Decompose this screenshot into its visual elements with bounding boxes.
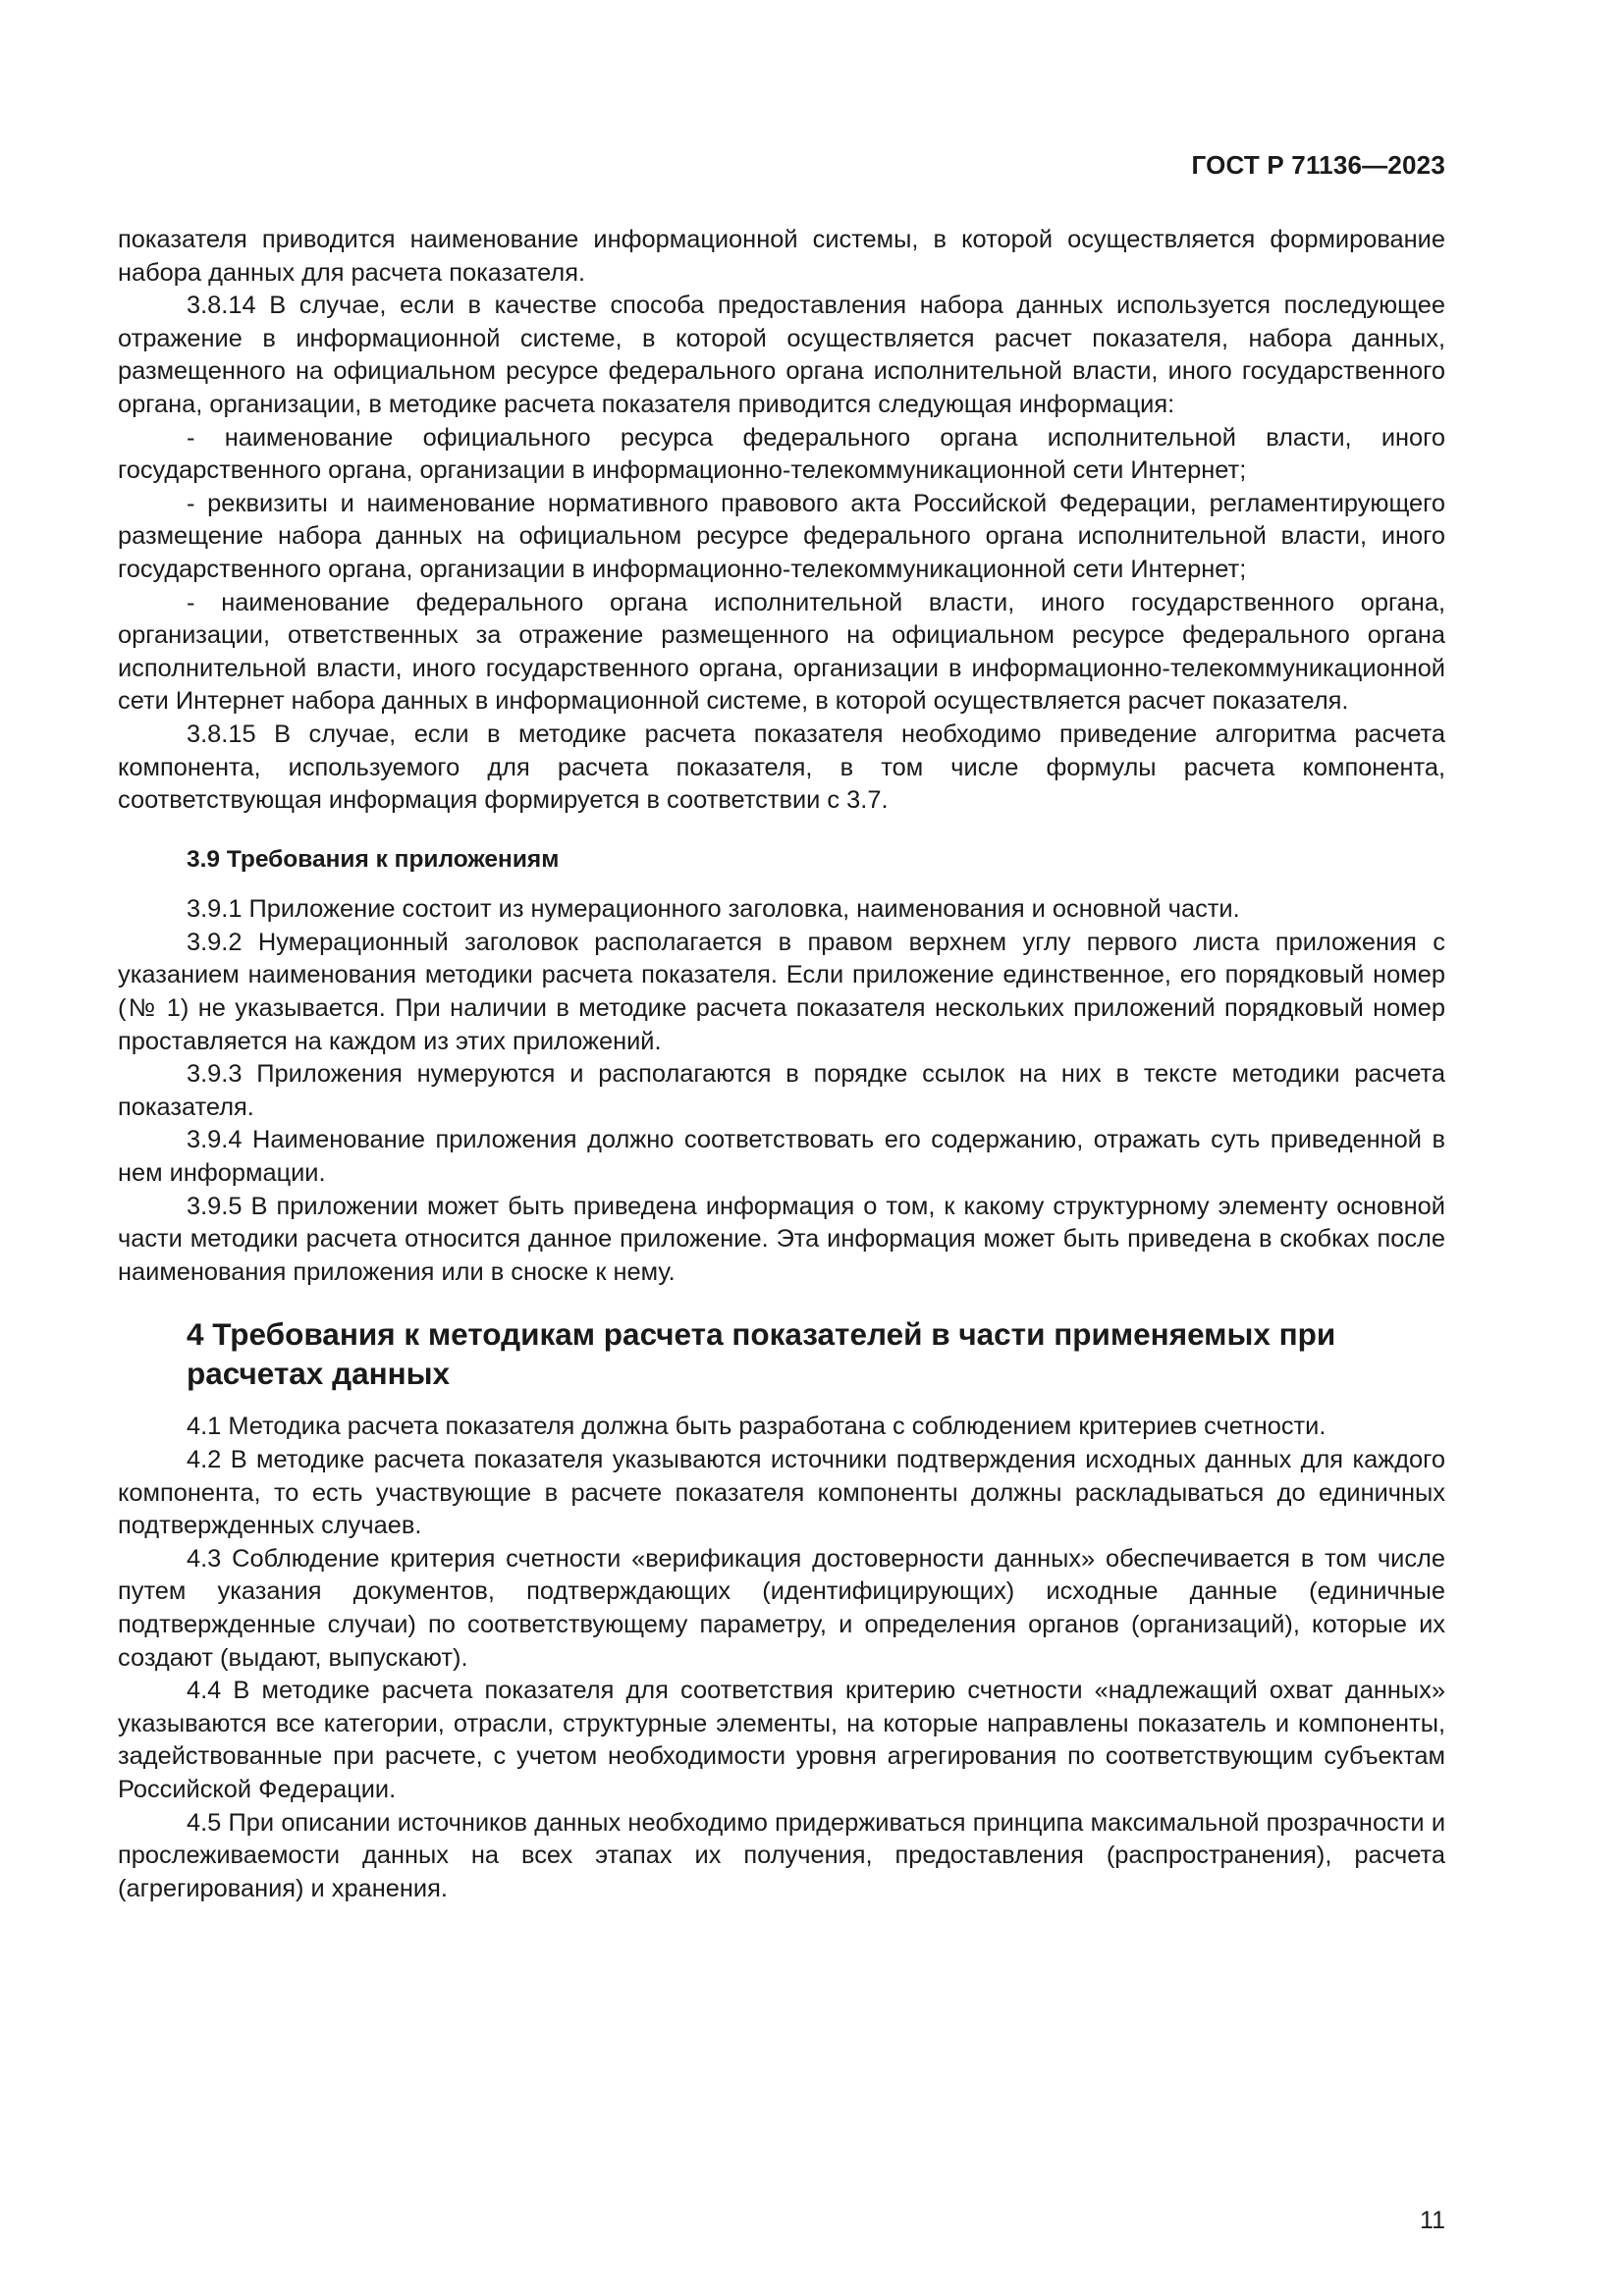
paragraph-4-5: 4.5 При описании источников данных необходимо придерживаться принципа максимальной прозрачности и прослеживаемости данных на всех этапах их получения, предоставления (распространения), расчета (агрегирования) и хранения.	[118, 1808, 1445, 1902]
paragraph: показателя приводится наименование информационной системы, в которой осуществляется формирование набора данных для расчета показателя.	[118, 226, 1445, 287]
paragraph-3-9-3: 3.9.3 Приложения нумеруются и располагаются в порядке ссылок на них в тексте методики расчета показателя.	[118, 1060, 1445, 1121]
paragraph-4-4: 4.4 В методике расчета показателя для соответствия критерию счетности «надлежащий охват данных» указываются все категории, отрасли, структурные элементы, на которые направлены показатель и компоненты, задействованные при расчете, с учетом необходимости уровня агрегирования по соответствующим субъектам Российской Федерации.	[118, 1677, 1445, 1803]
subsection-heading-3-9: 3.9 Требования к приложениям	[187, 845, 560, 873]
paragraph-3-8-14: 3.8.14 В случае, если в качестве способа предоставления набора данных используется последующее отражение в информационной системе, в которой осуществляется расчет показателя, набора данных, размещенного на официальном ресурсе федерального органа исполнительной власти, иного государственного органа, организации, в методике расчета показателя приводится следующая информация:	[118, 292, 1445, 418]
paragraph-4-1: 4.1 Методика расчета показателя должна быть разработана с соблюдением критериев счетности.	[187, 1413, 1326, 1441]
paragraph-3-9-4: 3.9.4 Наименование приложения должно соответствовать его содержанию, отражать суть приведенной в нем информации.	[118, 1126, 1445, 1188]
paragraph-3-8-15: 3.8.15 В случае, если в методике расчета показателя необходимо приведение алгоритма расчета компонента, используемого для расчета показателя, в том числе формулы расчета компонента, соответствующая информация формируется в соответствии с 3.7.	[118, 720, 1445, 815]
document-body	[118, 224, 1445, 1905]
list-item: - наименование федерального органа исполнительной власти, иного государственного органа, организации, ответственных за отражение размещенного на официальном ресурсе федерального органа исполнительной власти, иного государственного органа, организации в информационно-телекоммуникационной сети Интернет набора данных в информационной системе, в которой осуществляется расчет показателя.	[118, 588, 1445, 716]
section-heading-4: 4 Требования к методикам расчета показателей в части применяемых при расчетах данных	[187, 1316, 1336, 1392]
paragraph-3-9-2: 3.9.2 Нумерационный заголовок располагается в правом верхнем углу первого листа приложения с указанием наименования методики расчета показателя. Если приложение единственное, его порядковый номер (№ 1) не указывается. При наличии в методике расчета показателя нескольких приложений порядковый номер проставляется на каждом из этих приложений.	[118, 928, 1445, 1055]
paragraph-3-9-1: 3.9.1 Приложение состоит из нумерационного заголовка, наименования и основной части.	[187, 895, 1240, 924]
page-number: 11	[1420, 2207, 1445, 2234]
document-standard-id: ГОСТ Р 71136—2023	[1191, 150, 1445, 180]
list-item: - реквизиты и наименование нормативного правового акта Российской Федерации, регламентирующего размещение набора данных на официальном ресурсе федерального органа исполнительной власти, иного государственного органа, организации в информационно-телекоммуникационной сети Интернет;	[118, 489, 1445, 583]
paragraph-4-3: 4.3 Соблюдение критерия счетности «верификация достоверности данных» обеспечивается в том числе путем указания документов, подтверждающих (идентифицирующих) исходные данные (единичные подтвержденные случаи) по соответствующему параметру, и определения органов (организаций), которые их создают (выдают, выпускают).	[118, 1544, 1445, 1672]
paragraph-3-9-5: 3.9.5 В приложении может быть приведена информация о том, к какому структурному элементу основной части методики расчета относится данное приложение. Эта информация может быть приведена в скобках после наименования приложения или в сноске к нему.	[118, 1192, 1445, 1286]
paragraph-4-2: 4.2 В методике расчета показателя указываются источники подтверждения исходных данных для каждого компонента, то есть участвующие в расчете показателя компоненты должны раскладываться до единичных подтвержденных случаев.	[118, 1446, 1445, 1540]
list-item: - наименование официального ресурса федерального органа исполнительной власти, иного государственного органа, организации в информационно-телекоммуникационной сети Интернет;	[118, 423, 1445, 485]
